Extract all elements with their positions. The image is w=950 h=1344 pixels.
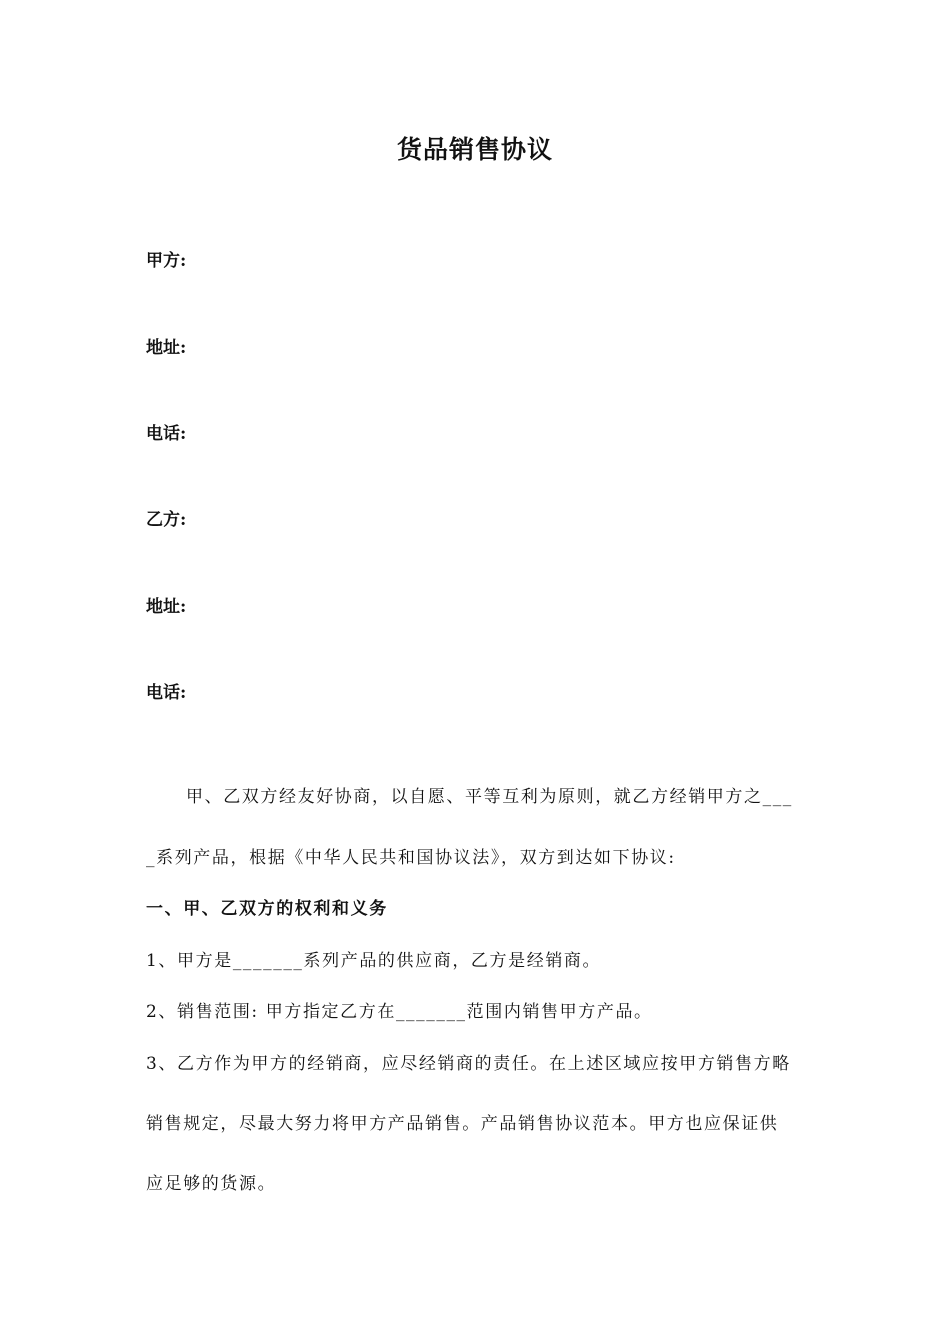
party-a-phone-label: 电话: — [146, 424, 187, 444]
clause-2: 2、销售范围: 甲方指定乙方在_______范围内销售甲方产品。 — [146, 1002, 653, 1022]
party-a-name-label: 甲方: — [146, 251, 187, 271]
clause-3-line-1: 3、乙方作为甲方的经销商，应尽经销商的责任。在上述区域应按甲方销售方略 — [146, 1054, 791, 1074]
clause-3-line-2: 销售规定，尽最大努力将甲方产品销售。产品销售协议范本。甲方也应保证供 — [146, 1114, 779, 1134]
intro-paragraph-line-1: 甲、乙双方经友好协商，以自愿、平等互利为原则，就乙方经销甲方之___ — [186, 787, 793, 807]
clause-3-line-3: 应足够的货源。 — [146, 1174, 277, 1194]
party-b-phone-label: 电话: — [146, 683, 187, 703]
party-b-name-label: 乙方: — [146, 510, 187, 530]
party-b-address-label: 地址: — [146, 597, 187, 617]
section-1-heading: 一、甲、乙双方的权利和义务 — [146, 899, 388, 919]
document-title: 货品销售协议 — [396, 135, 553, 164]
intro-paragraph-line-2: _系列产品，根据《中华人民共和国协议法》，双方到达如下协议: — [146, 848, 676, 868]
party-a-address-label: 地址: — [146, 338, 187, 358]
clause-1: 1、甲方是_______系列产品的供应商，乙方是经销商。 — [146, 951, 602, 971]
